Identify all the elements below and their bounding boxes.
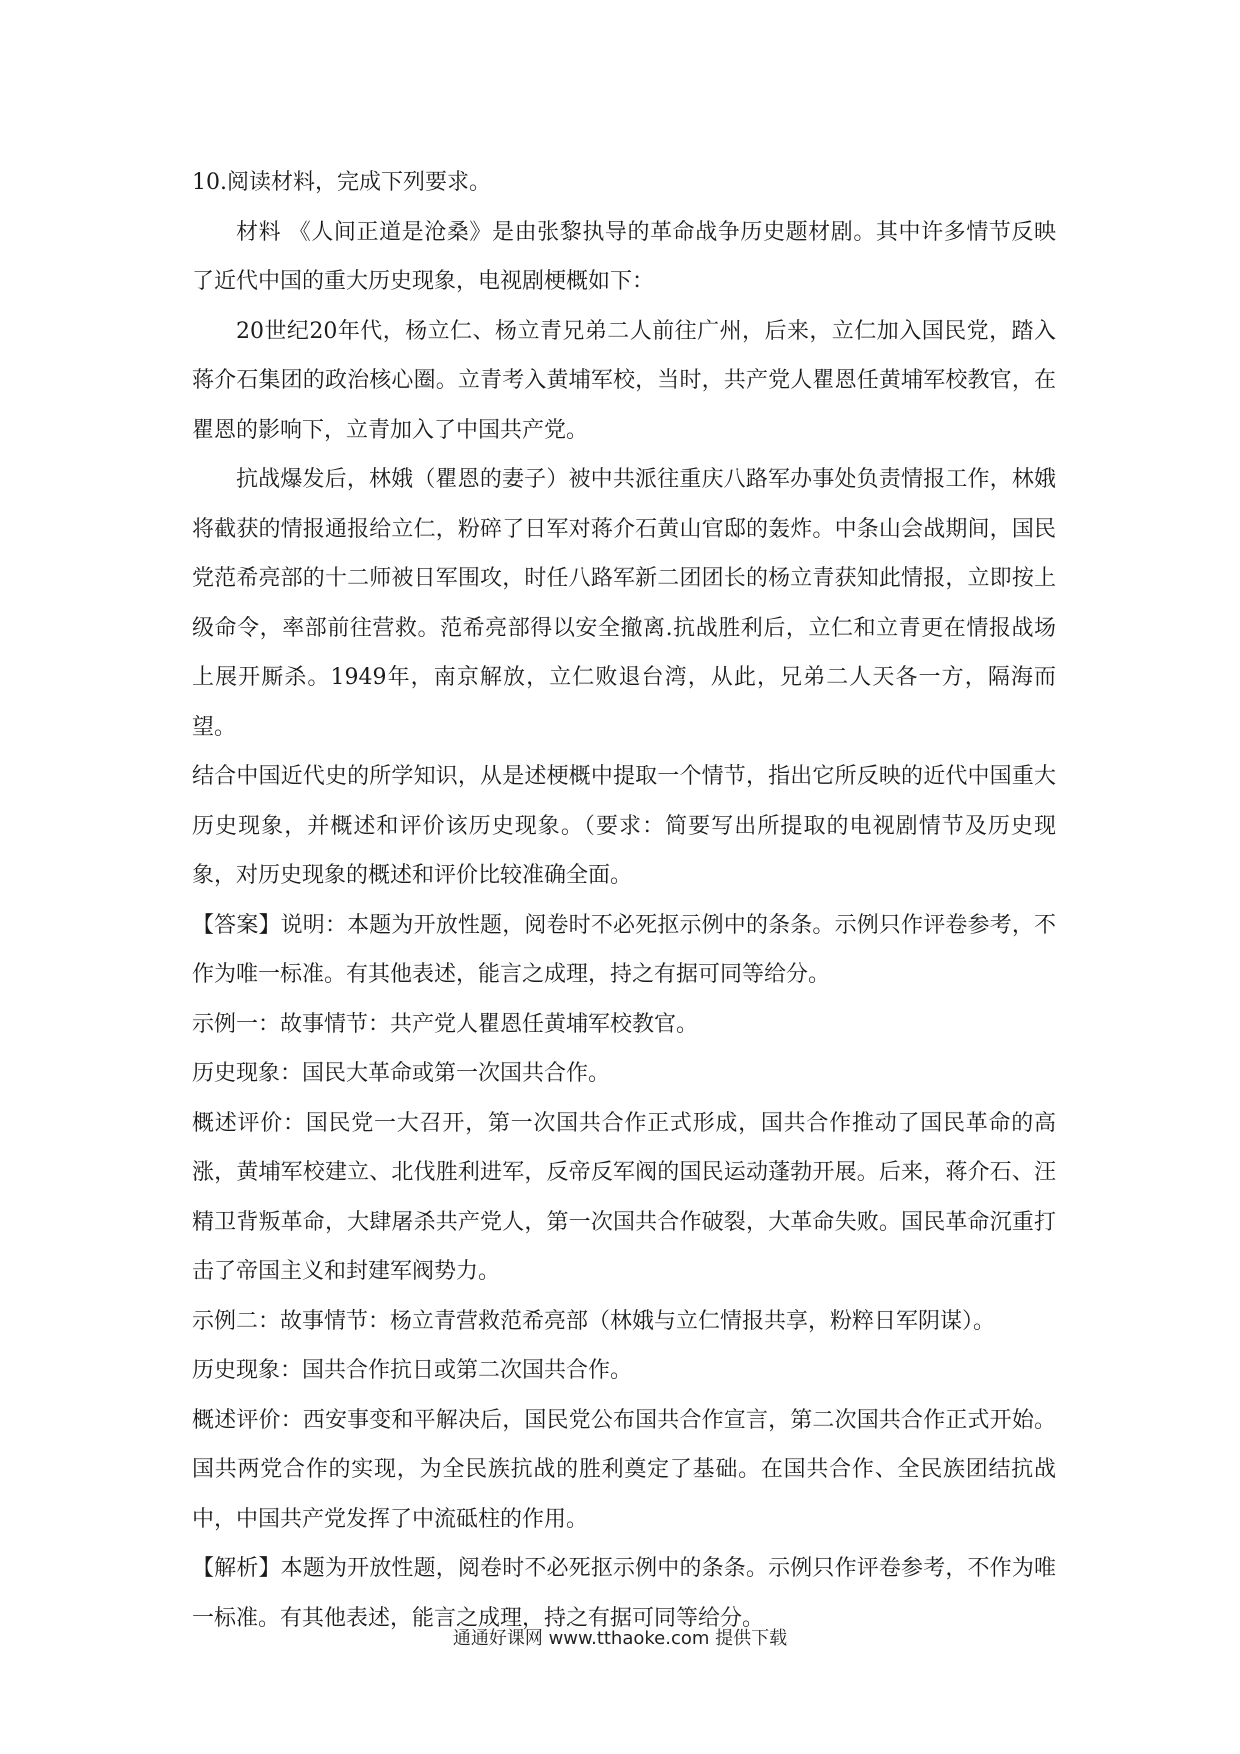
material-paragraph-2: 抗战爆发后，林娥（瞿恩的妻子）被中共派往重庆八路军办事处负责情报工作，林娥将截获的情报通报给立仁，粉碎了日军对蒋介石黄山官邸的轰炸。中条山会战期间，国民党范希亮部的十二师被日军围攻，时任八路军新二团团长的杨立青获知此情报，立即按上级命令，率部前往营救。范希亮部得以安全撤离.抗战胜利后，立仁和立青更在情报战场上展开厮杀。1949年，南京解放，立仁败退台湾，从此，兄弟二人天各一方，隔海而望。 (192, 467, 1056, 740)
question-title: 10.阅读材料，完成下列要求。 (192, 170, 491, 195)
question-body (192, 158, 1056, 1643)
analysis-text: 【解析】本题为开放性题，阅卷时不必死抠示例中的条条。示例只作评卷参考，不作为唯一标准。有其他表述，能言之成理，持之有据可同等给分。 (192, 1556, 1056, 1631)
page-footer: 通通好课网 www.tthaoke.com 提供下载 (452, 1628, 788, 1649)
example-1-plot: 示例一：故事情节：共产党人瞿恩任黄埔军校教官。 (192, 1011, 699, 1037)
answer-intro: 【答案】说明：本题为开放性题，阅卷时不必死抠示例中的条条。示例只作评卷参考，不作为唯一标准。有其他表述，能言之成理，持之有据可同等给分。 (192, 912, 1056, 987)
example-2-plot: 示例二：故事情节：杨立青营救范希亮部（林娥与立仁情报共享，粉粹日军阴谋）。 (192, 1308, 996, 1334)
material-paragraph-1: 20世纪20年代，杨立仁、杨立青兄弟二人前往广州，后来，立仁加入国民党，踏入蒋介石集团的政治核心圈。立青考入黄埔军校，当时，共产党人瞿恩任黄埔军校教官，在瞿恩的影响下，立青加入了中国共产党。 (192, 318, 1056, 443)
example-1-evaluation: 概述评价：国民党一大召开，第一次国共合作正式形成，国共合作推动了国民革命的高涨，黄埔军校建立、北伐胜利进军，反帝反军阀的国民运动蓬勃开展。后来，蒋介石、汪精卫背叛革命，大肆屠杀共产党人，第一次国共合作破裂，大革命失败。国民革命沉重打击了帝国主义和封建军阀势力。 (192, 1110, 1056, 1284)
material-intro: 材料 《人间正道是沧桑》是由张黎执导的革命战争历史题材剧。其中许多情节反映了近代中国的重大历史现象，电视剧梗概如下： (192, 219, 1056, 294)
example-2-phenomenon: 历史现象：国共合作抗日或第二次国共合作。 (192, 1358, 633, 1383)
example-2-evaluation: 概述评价：西安事变和平解决后，国民党公布国共合作宣言，第二次国共合作正式开始。国共两党合作的实现，为全民族抗战的胜利奠定了基础。在国共合作、全民族团结抗战中，中国共产党发挥了中流砥柱的作用。 (192, 1407, 1056, 1532)
question-requirement: 结合中国近代史的所学知识，从是述梗概中提取一个情节，指出它所反映的近代中国重大历史现象，并概述和评价该历史现象。（要求：简要写出所提取的电视剧情节及历史现象，对历史现象的概述和评价比较准确全面。 (192, 764, 1056, 888)
example-1-phenomenon: 历史现象：国民大革命或第一次国共合作。 (192, 1061, 611, 1086)
